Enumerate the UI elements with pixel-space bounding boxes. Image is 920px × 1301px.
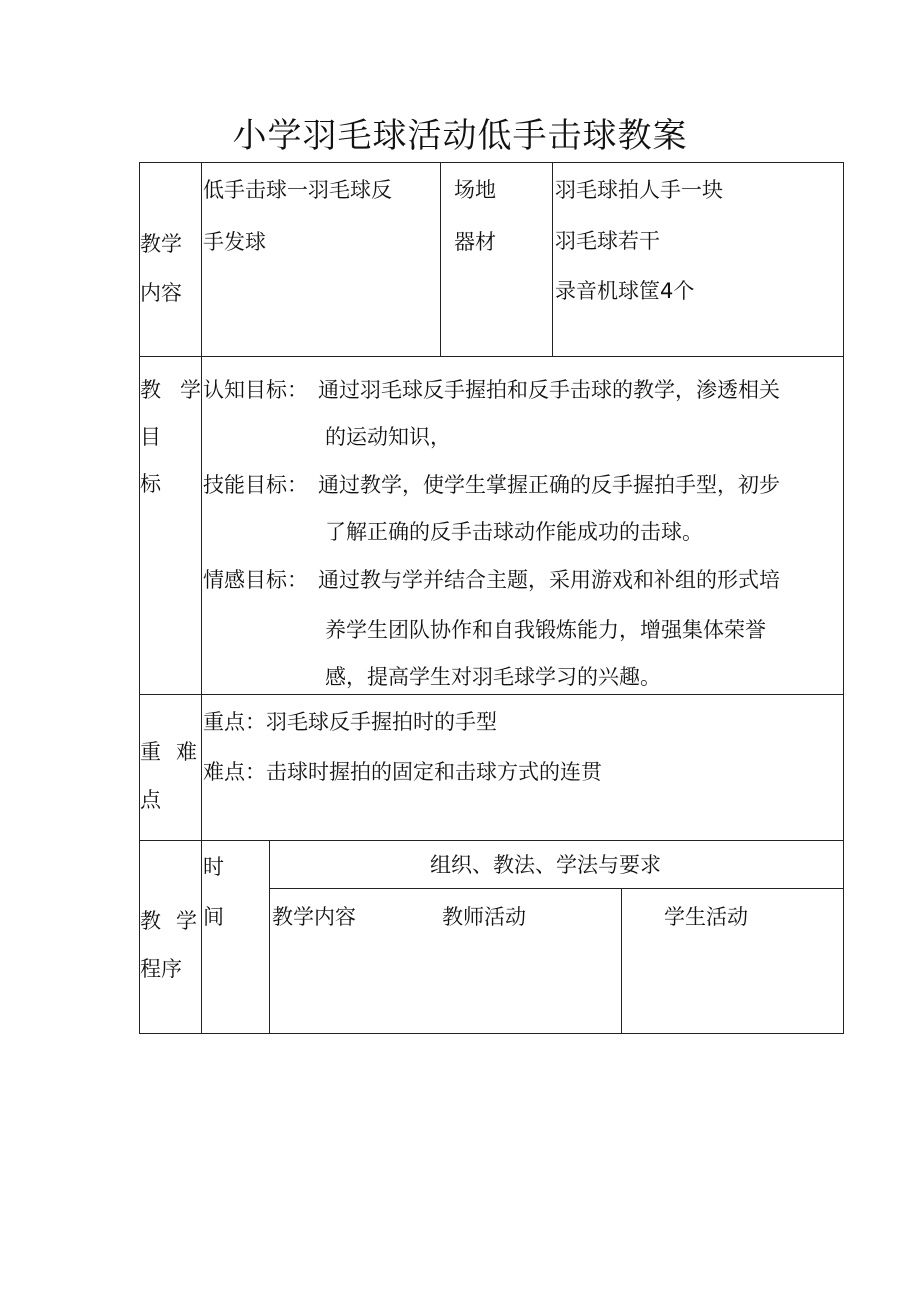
cognitive-goal-text: 通过羽毛球反手握拍和反手击球的教学，渗透相关 (318, 378, 780, 402)
teaching-content-text: 手发球 (203, 230, 266, 254)
row-divider-1 (139, 356, 844, 357)
page-title: 小学羽毛球活动低手击球教案 (232, 116, 688, 156)
procedure-label: 程序 (140, 957, 182, 981)
teacher-student-divider (621, 888, 622, 1034)
objectives-label: 目 (140, 425, 161, 449)
content-venue-divider (440, 162, 441, 356)
skill-goal-label: 技能目标： (203, 473, 308, 497)
affective-goal-text: 养学生团队协作和自我锻炼能力，增强集体荣誉 (325, 618, 766, 642)
equipment-item: 录音机球筐4个 (555, 279, 695, 303)
methods-header: 组织、教法、学法与要求 (430, 853, 661, 877)
header-divider (270, 888, 844, 889)
venue-equipment-divider (552, 162, 553, 356)
skill-goal-text: 了解正确的反手击球动作能成功的击球。 (325, 520, 703, 544)
equipment-item: 羽毛球拍人手一块 (555, 178, 723, 202)
affective-goal-text: 感，提高学生对羽毛球学习的兴趣。 (325, 665, 661, 689)
row-divider-2 (139, 694, 844, 695)
equipment-item: 羽毛球若干 (555, 229, 660, 253)
teaching-content-text: 低手击球一羽毛球反 (203, 178, 392, 202)
procedure-label: 教 (140, 909, 161, 933)
skill-goal-text: 通过教学，使学生掌握正确的反手握拍手型，初步 (318, 473, 780, 497)
time-column-divider (269, 840, 270, 1034)
difficult-point-text: 难点：击球时握拍的固定和击球方式的连贯 (203, 760, 602, 784)
cognitive-goal-label: 认知目标： (203, 378, 308, 402)
row-divider-3 (139, 840, 844, 841)
column-student-activity: 学生活动 (664, 905, 748, 929)
table-border-bottom (139, 1033, 844, 1034)
procedure-label: 学 (176, 909, 197, 933)
table-border-top (139, 162, 844, 163)
table-border-right (843, 162, 844, 1034)
objectives-label: 教 (140, 378, 161, 402)
affective-goal-label: 情感目标： (203, 568, 308, 592)
venue-equipment-label: 场地 (454, 178, 496, 202)
affective-goal-text: 通过教与学并结合主题，采用游戏和补组的形式培 (318, 568, 780, 592)
key-points-label: 重 (140, 740, 161, 764)
venue-equipment-label: 器材 (454, 230, 496, 254)
key-point-text: 重点：羽毛球反手握拍时的手型 (203, 710, 497, 734)
teaching-content-label: 教学 (140, 232, 182, 256)
objectives-label: 标 (140, 472, 161, 496)
label-column-divider (201, 162, 202, 1034)
column-teacher-activity: 教师活动 (442, 905, 526, 929)
column-teaching-content: 教学内容 (272, 905, 356, 929)
teaching-content-label: 内容 (140, 281, 182, 305)
key-points-label: 点 (140, 788, 161, 812)
time-label: 间 (203, 905, 224, 929)
time-label: 时 (203, 855, 224, 879)
cognitive-goal-text: 的运动知识， (325, 425, 451, 449)
key-points-label: 难 (176, 740, 197, 764)
objectives-label: 学 (180, 378, 201, 402)
